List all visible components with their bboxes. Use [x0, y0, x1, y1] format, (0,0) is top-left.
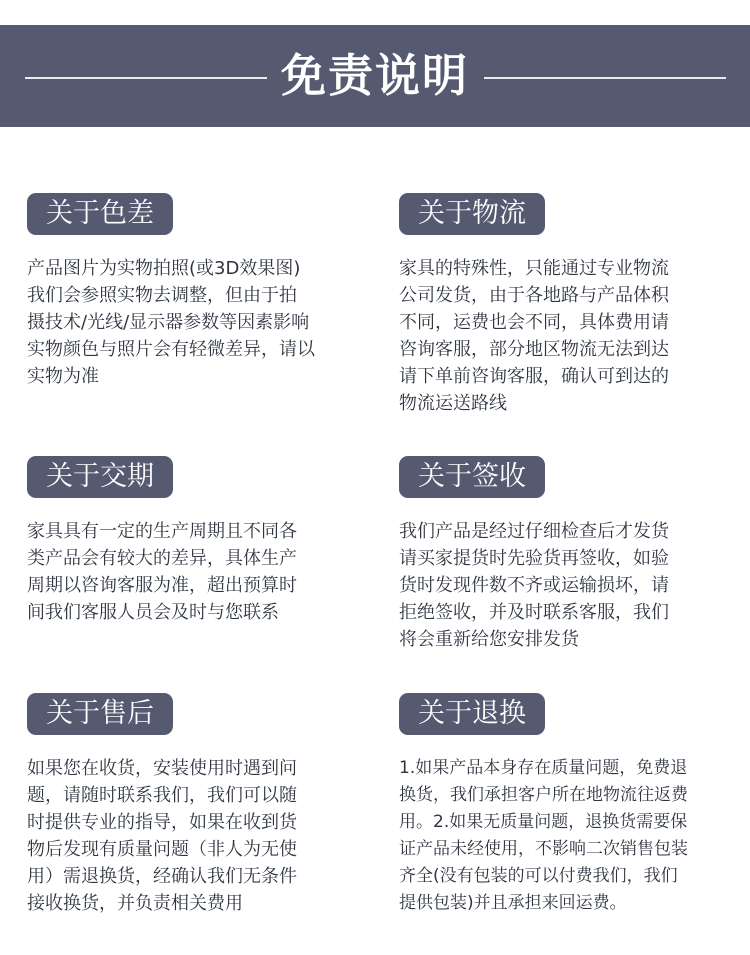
body-line: 用。2.如果无质量问题，退换货需要保 [399, 812, 688, 832]
body-line: 咨询客服，部分地区物流无法到达 [399, 339, 669, 360]
body-line: 换货，我们承担客户所在地物流往返费 [399, 785, 688, 805]
body-line: 产品图片为实物拍照(或3D效果图) [27, 258, 301, 279]
section-logistics [399, 193, 734, 417]
body-line: 货时发现件数不齐或运输损坏，请 [399, 575, 669, 596]
body-line: 公司发货，由于各地路与产品体积 [399, 285, 669, 306]
body-line: 如果您在收货，安装使用时遇到问 [27, 758, 297, 779]
body-line: 我们会参照实物去调整，但由于拍 [27, 285, 297, 306]
body-line: 时提供专业的指导，如果在收到货 [27, 812, 297, 833]
body-line: 家具具有一定的生产周期且不同各 [27, 521, 297, 542]
body-line: 物流运送路线 [399, 393, 507, 414]
body-line: 请买家提货时先验货再签收，如验 [399, 548, 669, 569]
section-after-sales [27, 693, 362, 917]
body-line: 题，请随时联系我们，我们可以随 [27, 785, 297, 806]
section-delivery-time [27, 456, 362, 626]
section-body [399, 518, 734, 653]
section-body [399, 255, 734, 417]
section-body [27, 518, 362, 626]
body-line: 间我们客服人员会及时与您联系 [27, 602, 279, 623]
section-body [27, 255, 362, 390]
body-line: 不同，运费也会不同，具体费用请 [399, 312, 669, 333]
header-rule-right [484, 77, 726, 79]
body-line: 证产品未经使用，不影响二次销售包装 [399, 839, 688, 859]
disclaimer-header [0, 25, 750, 127]
section-body [399, 755, 734, 917]
body-line: 摄技术/光线/显示器参数等因素影响 [27, 312, 310, 333]
body-line: 实物颜色与照片会有轻微差异，请以 [27, 339, 315, 360]
body-line: 接收换货，并负责相关费用 [27, 893, 243, 914]
section-title-badge: 关于色差 [27, 193, 173, 235]
top-margin [0, 0, 750, 25]
body-line: 提供包装)并且承担来回运费。 [399, 893, 627, 913]
section-title-badge: 关于交期 [27, 456, 173, 498]
section-body [27, 755, 362, 917]
body-line: 1.如果产品本身存在质量问题，免费退 [399, 758, 688, 778]
section-title-badge: 关于物流 [399, 193, 545, 235]
body-line: 物后发现有质量问题（非人为无使 [27, 839, 297, 860]
body-line: 我们产品是经过仔细检查后才发货 [399, 521, 669, 542]
body-line: 用）需退换货，经确认我们无条件 [27, 866, 297, 887]
body-line: 实物为准 [27, 366, 99, 387]
body-line: 拒绝签收，并及时联系客服，我们 [399, 602, 669, 623]
body-line: 齐全(没有包装的可以付费我们，我们 [399, 866, 678, 886]
body-line: 请下单前咨询客服，确认可到达的 [399, 366, 669, 387]
section-receipt [399, 456, 734, 653]
section-returns [399, 693, 734, 917]
section-title-badge: 关于签收 [399, 456, 545, 498]
body-line: 家具的特殊性，只能通过专业物流 [399, 258, 669, 279]
page-title: 免责说明 [280, 49, 469, 102]
section-color-difference [27, 193, 362, 390]
body-line: 周期以咨询客服为准，超出预算时 [27, 575, 297, 596]
body-line: 类产品会有较大的差异，具体生产 [27, 548, 297, 569]
body-line: 将会重新给您安排发货 [399, 629, 579, 650]
section-title-badge: 关于退换 [399, 693, 545, 735]
section-title-badge: 关于售后 [27, 693, 173, 735]
